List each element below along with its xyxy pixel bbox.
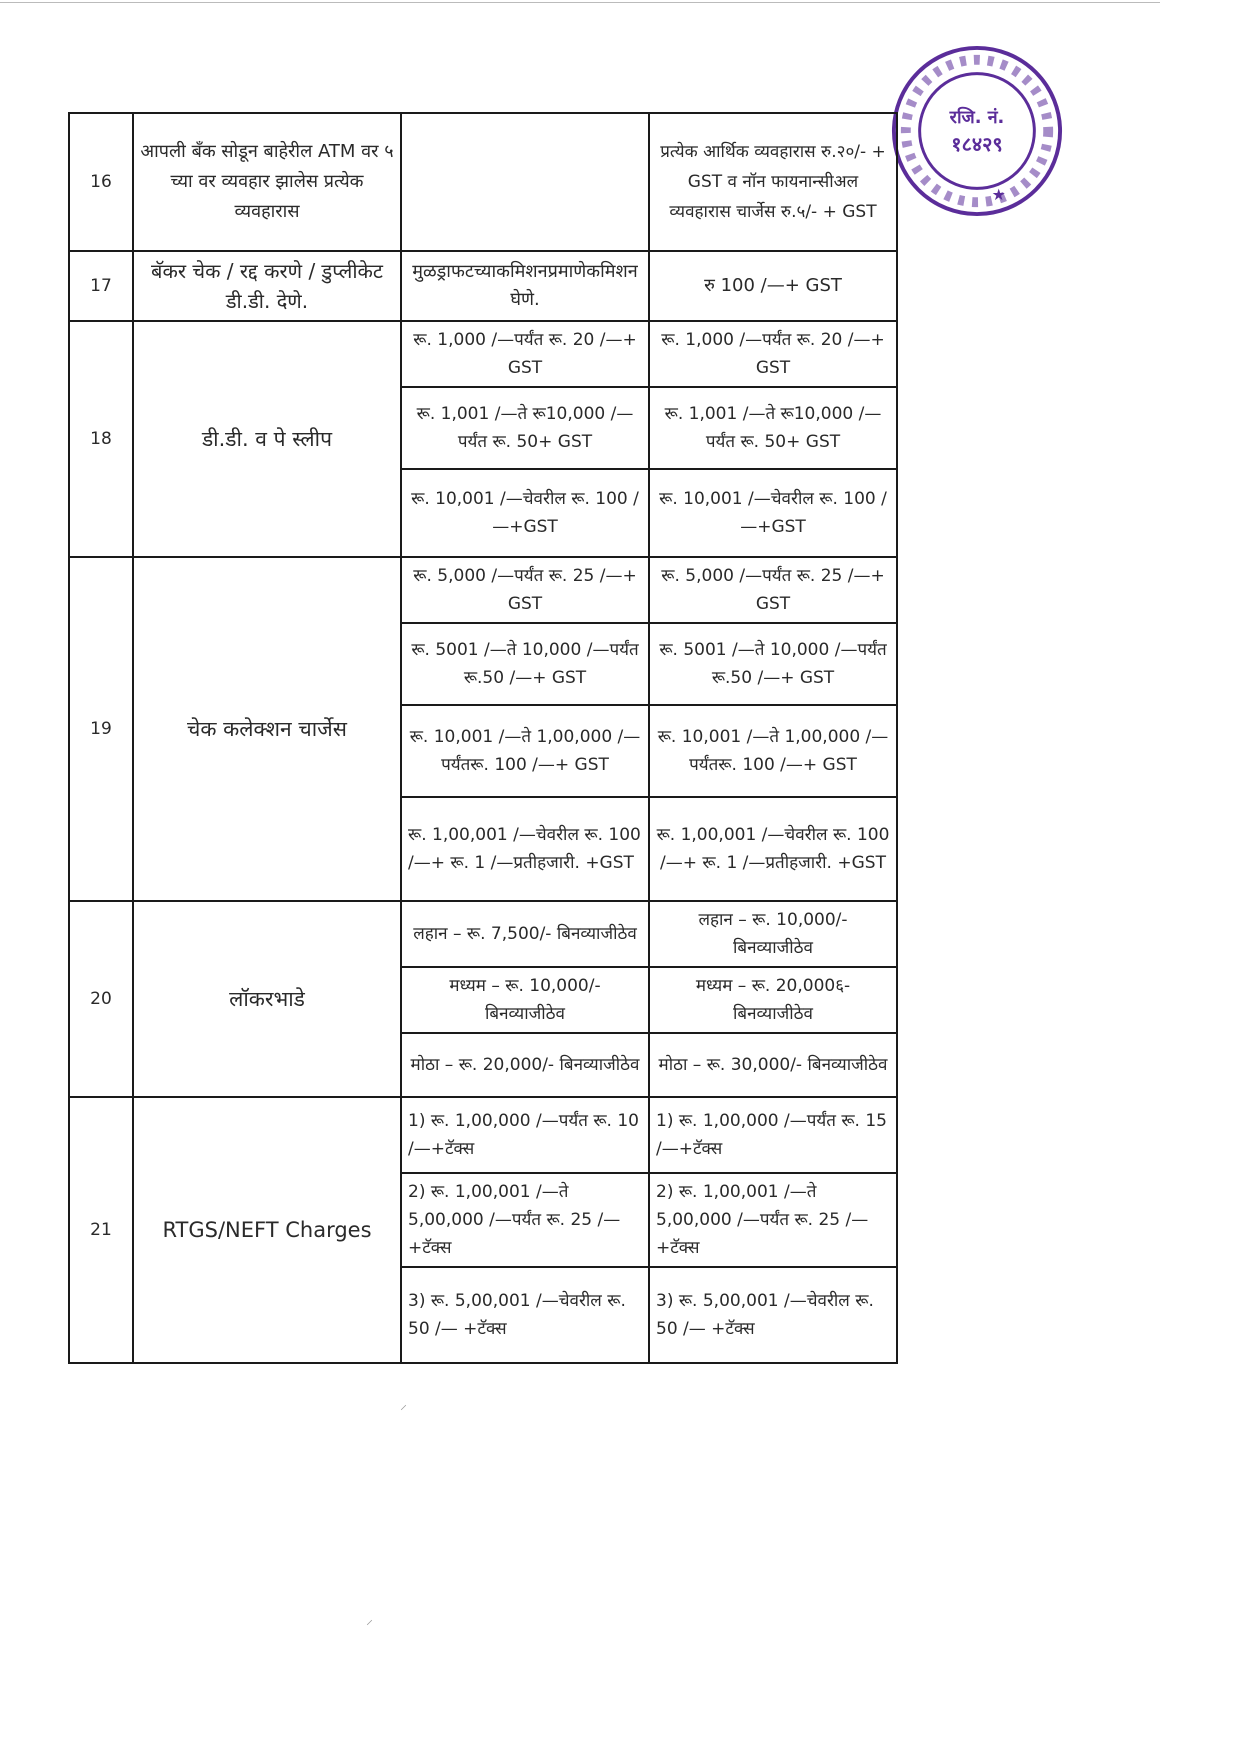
row-number: 18 — [69, 321, 133, 557]
charge-cell-a: रू. 10,001 /—ते 1,00,000 /—पर्यंतरू. 100 /—+ GST — [401, 705, 649, 797]
charge-cell-b: रू. 1,00,001 /—चेवरील रू. 100 /—+ रू. 1 /—प्रतीहजारी. +GST — [649, 797, 897, 901]
charges-table — [68, 112, 898, 1364]
table-row — [69, 113, 897, 251]
charge-cell-b: प्रत्येक आर्थिक व्यवहारास रु.२०/- + GST व नॉन फायनान्सीअल व्यवहारास चार्जेस रु.५/- + GST — [649, 113, 897, 251]
charge-cell-b: 1) रू. 1,00,000 /—पर्यंत रू. 15 /—+टॅक्स — [649, 1097, 897, 1173]
row-description: RTGS/NEFT Charges — [133, 1097, 401, 1363]
row-description: लॉकरभाडे — [133, 901, 401, 1097]
charge-cell-b: 2) रू. 1,00,001 /—ते 5,00,000 /—पर्यंत रू. 25 /—+टॅक्स — [649, 1173, 897, 1267]
charge-cell-a: रू. 5001 /—ते 10,000 /—पर्यंत रू.50 /—+ GST — [401, 623, 649, 705]
row-description: डी.डी. व पे स्लीप — [133, 321, 401, 557]
charge-cell-a: 2) रू. 1,00,001 /—ते 5,00,000 /—पर्यंत रू. 25 /—+टॅक्स — [401, 1173, 649, 1267]
charge-cell-a: रू. 10,001 /—चेवरील रू. 100 /—+GST — [401, 469, 649, 557]
charge-cell-a: रू. 5,000 /—पर्यंत रू. 25 /—+ GST — [401, 557, 649, 623]
charge-cell-b: लहान – रू. 10,000/- बिनव्याजीठेव — [649, 901, 897, 967]
charge-cell-a: रू. 1,001 /—ते रू10,000 /—पर्यंत रू. 50+ GST — [401, 387, 649, 469]
charge-cell-a: मध्यम – रू. 10,000/- बिनव्याजीठेव — [401, 967, 649, 1033]
charge-cell-a: 1) रू. 1,00,000 /—पर्यंत रू. 10 /—+टॅक्स — [401, 1097, 649, 1173]
charge-cell-a: मुळड्राफटच्याकमिशनप्रमाणेकमिशन घेणे. — [401, 251, 649, 321]
top-rule — [0, 2, 1160, 3]
row-description: आपली बँक सोडून बाहेरील ATM वर ५ च्या वर व्यवहार झालेस प्रत्येक व्यवहारास — [133, 113, 401, 251]
charge-cell-b: रू. 1,000 /—पर्यंत रू. 20 /—+ GST — [649, 321, 897, 387]
charge-cell-a: मोठा – रू. 20,000/- बिनव्याजीठेव — [401, 1033, 649, 1097]
table-row — [69, 901, 897, 967]
charge-cell-a: लहान – रू. 7,500/- बिनव्याजीठेव — [401, 901, 649, 967]
charge-cell-b: रू. 1,001 /—ते रू10,000 /—पर्यंत रू. 50+ GST — [649, 387, 897, 469]
table-row — [69, 557, 897, 623]
row-number: 17 — [69, 251, 133, 321]
charge-cell-b: रू. 10,001 /—चेवरील रू. 100 /—+GST — [649, 469, 897, 557]
charge-cell-b: मध्यम – रू. 20,000६- बिनव्याजीठेव — [649, 967, 897, 1033]
charge-cell-b: रु 100 /—+ GST — [649, 251, 897, 321]
charge-cell-b: रू. 5,000 /—पर्यंत रू. 25 /—+ GST — [649, 557, 897, 623]
table-row — [69, 321, 897, 387]
svg-text:★: ★ — [991, 185, 1006, 205]
charge-cell-a: 3) रू. 5,00,001 /—चेवरील रू. 50 /— +टॅक्स — [401, 1267, 649, 1363]
charge-cell-b: 3) रू. 5,00,001 /—चेवरील रू. 50 /— +टॅक्स — [649, 1267, 897, 1363]
svg-text:रजि. नं.: रजि. नं. — [949, 107, 1005, 129]
table-row — [69, 251, 897, 321]
row-number: 19 — [69, 557, 133, 901]
row-description: बॅकर चेक / रद्द करणे / डुप्लीकेट डी.डी. देणे. — [133, 251, 401, 321]
charge-cell-a: रू. 1,00,001 /—चेवरील रू. 100 /—+ रू. 1 /—प्रतीहजारी. +GST — [401, 797, 649, 901]
row-number: 21 — [69, 1097, 133, 1363]
row-number: 16 — [69, 113, 133, 251]
stamp-seal-icon — [888, 42, 1066, 220]
charge-cell-b: रू. 10,001 /—ते 1,00,000 /—पर्यंतरू. 100 /—+ GST — [649, 705, 897, 797]
svg-text:१८४२९: १८४२९ — [951, 132, 1003, 156]
charge-cell-a — [401, 113, 649, 251]
charge-cell-b: रू. 5001 /—ते 10,000 /—पर्यंत रू.50 /—+ GST — [649, 623, 897, 705]
charge-cell-a: रू. 1,000 /—पर्यंत रू. 20 /—+ GST — [401, 321, 649, 387]
scan-smudge: ⸝ — [366, 1612, 373, 1628]
charge-cell-b: मोठा – रू. 30,000/- बिनव्याजीठेव — [649, 1033, 897, 1097]
row-description: चेक कलेक्शन चार्जेस — [133, 557, 401, 901]
row-number: 20 — [69, 901, 133, 1097]
table-row — [69, 1097, 897, 1173]
scan-smudge: ⸝ — [400, 1397, 407, 1413]
